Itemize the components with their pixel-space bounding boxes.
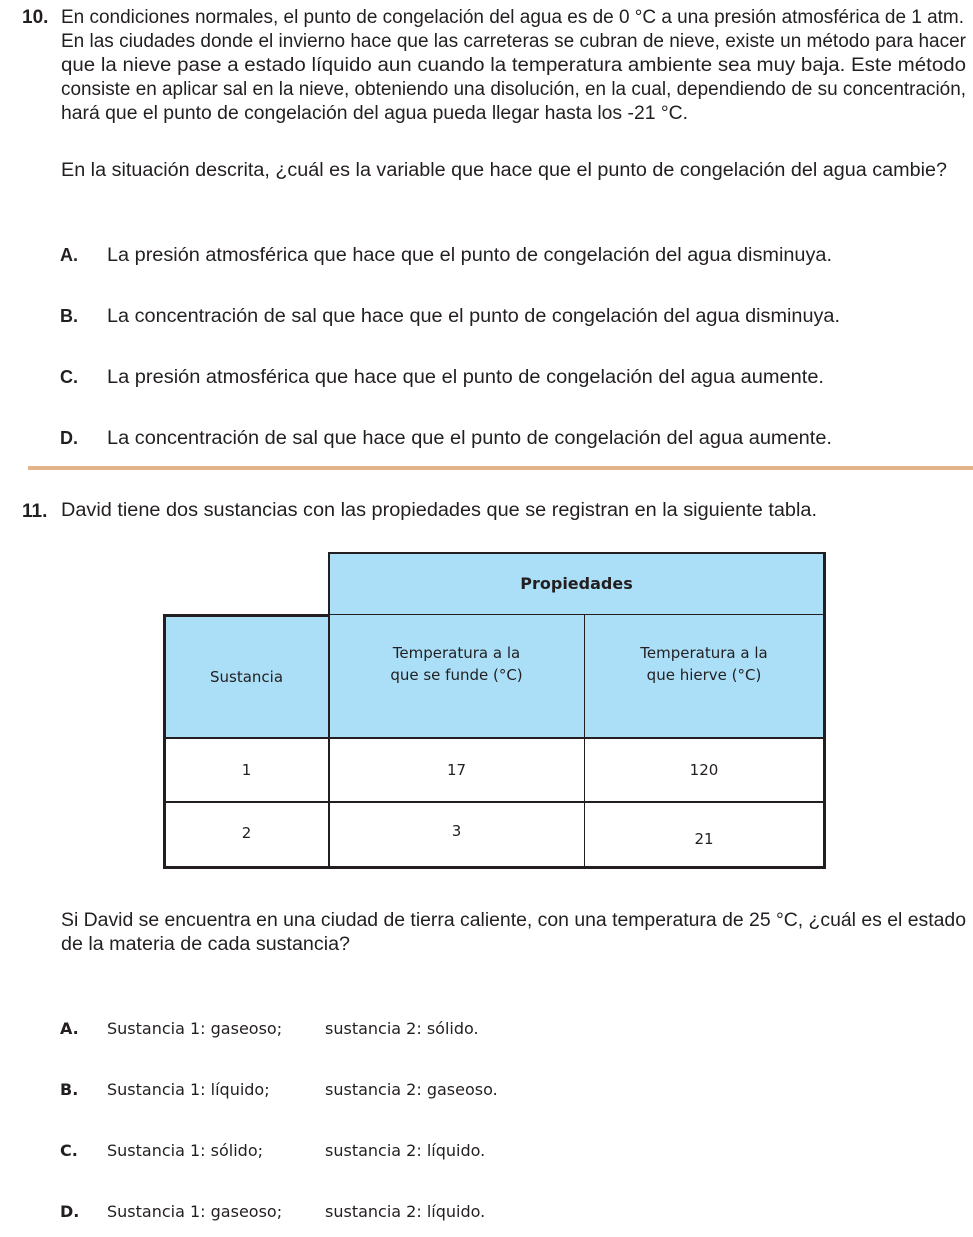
table-border <box>163 614 166 869</box>
question-prompt: de la materia de cada sustancia? <box>61 934 350 955</box>
option-letter: A. <box>60 1019 79 1038</box>
paragraph-line: hará que el punto de congelación del agua pueda llegar hasta los -21 °C. <box>61 103 688 124</box>
option-text-substance-2: sustancia 2: líquido. <box>325 1141 486 1160</box>
header-text: que se funde (°C) <box>390 666 523 684</box>
option-text: La presión atmosférica que hace que el punto de congelación del agua disminuya. <box>107 245 832 266</box>
option-text-substance-1: Sustancia 1: sólido; <box>107 1141 263 1160</box>
question-intro: David tiene dos sustancias con las propiedades que se registran en la siguiente tabla. <box>61 500 817 521</box>
table-border <box>163 737 825 739</box>
option-text: La concentración de sal que hace que el punto de congelación del agua disminuya. <box>107 306 840 327</box>
table-border <box>163 866 826 869</box>
option-letter: A. <box>60 245 78 265</box>
header-text: Temperatura a la <box>392 644 521 662</box>
question-number: 11. <box>22 501 48 522</box>
option-letter: D. <box>60 428 78 448</box>
option-text-substance-2: sustancia 2: gaseoso. <box>325 1080 498 1099</box>
question-prompt: En la situación descrita, ¿cuál es la variable que hace que el punto de congelación del agua cambie? <box>61 160 947 181</box>
header-text: Sustancia <box>209 667 284 686</box>
table-cell: 2 <box>241 824 252 842</box>
option-letter: B. <box>60 1080 79 1099</box>
header-text: que hierve (°C) <box>646 666 762 684</box>
option-text-substance-1: Sustancia 1: líquido; <box>107 1080 270 1099</box>
table-cell: 1 <box>241 761 252 779</box>
table-header-boiling <box>584 615 824 738</box>
option-text: La concentración de sal que hace que el punto de congelación del agua aumente. <box>107 428 832 449</box>
table-header-sustancia <box>164 615 329 738</box>
paragraph-line: consiste en aplicar sal en la nieve, obteniendo una disolución, en la cual, dependiendo de su concentración, <box>61 79 966 100</box>
paragraph-line: que la nieve pase a estado líquido aun cuando la temperatura ambiente sea muy baja. Este método <box>61 55 966 76</box>
option-letter: D. <box>60 1202 80 1221</box>
table-cell: 17 <box>446 761 467 779</box>
table-border <box>584 614 585 869</box>
header-text: Temperatura a la <box>640 644 768 662</box>
table-cell: 3 <box>451 822 462 840</box>
table-border <box>328 552 330 869</box>
table-border <box>163 614 330 617</box>
option-text: La presión atmosférica que hace que el punto de congelación del agua aumente. <box>107 367 824 388</box>
table-cell: 21 <box>694 830 714 848</box>
table-border <box>823 552 826 869</box>
table-border <box>163 801 825 803</box>
paragraph-line: En las ciudades donde el invierno hace que las carreteras se cubran de nieve, existe un método para hacer <box>61 31 966 52</box>
table-cell: 120 <box>689 761 719 779</box>
question-prompt: Si David se encuentra en una ciudad de tierra caliente, con una temperatura de 25 °C, ¿cuál es el estado <box>61 910 966 931</box>
table-group-header: Propiedades <box>520 574 633 593</box>
option-letter: B. <box>60 306 78 326</box>
section-divider <box>28 466 973 470</box>
table-header-melting <box>329 615 584 738</box>
paragraph-line: En condiciones normales, el punto de congelación del agua es de 0 °C a una presión atmosférica de 1 atm. <box>61 7 964 28</box>
option-text-substance-2: sustancia 2: líquido. <box>325 1202 486 1221</box>
question-number: 10. <box>22 7 49 28</box>
option-letter: C. <box>60 367 78 387</box>
option-letter: C. <box>60 1141 78 1160</box>
option-text-substance-1: Sustancia 1: gaseoso; <box>107 1202 283 1221</box>
option-text-substance-1: Sustancia 1: gaseoso; <box>107 1019 283 1038</box>
option-text-substance-2: sustancia 2: sólido. <box>325 1019 479 1038</box>
table-border <box>328 552 826 554</box>
table-border <box>329 614 825 615</box>
